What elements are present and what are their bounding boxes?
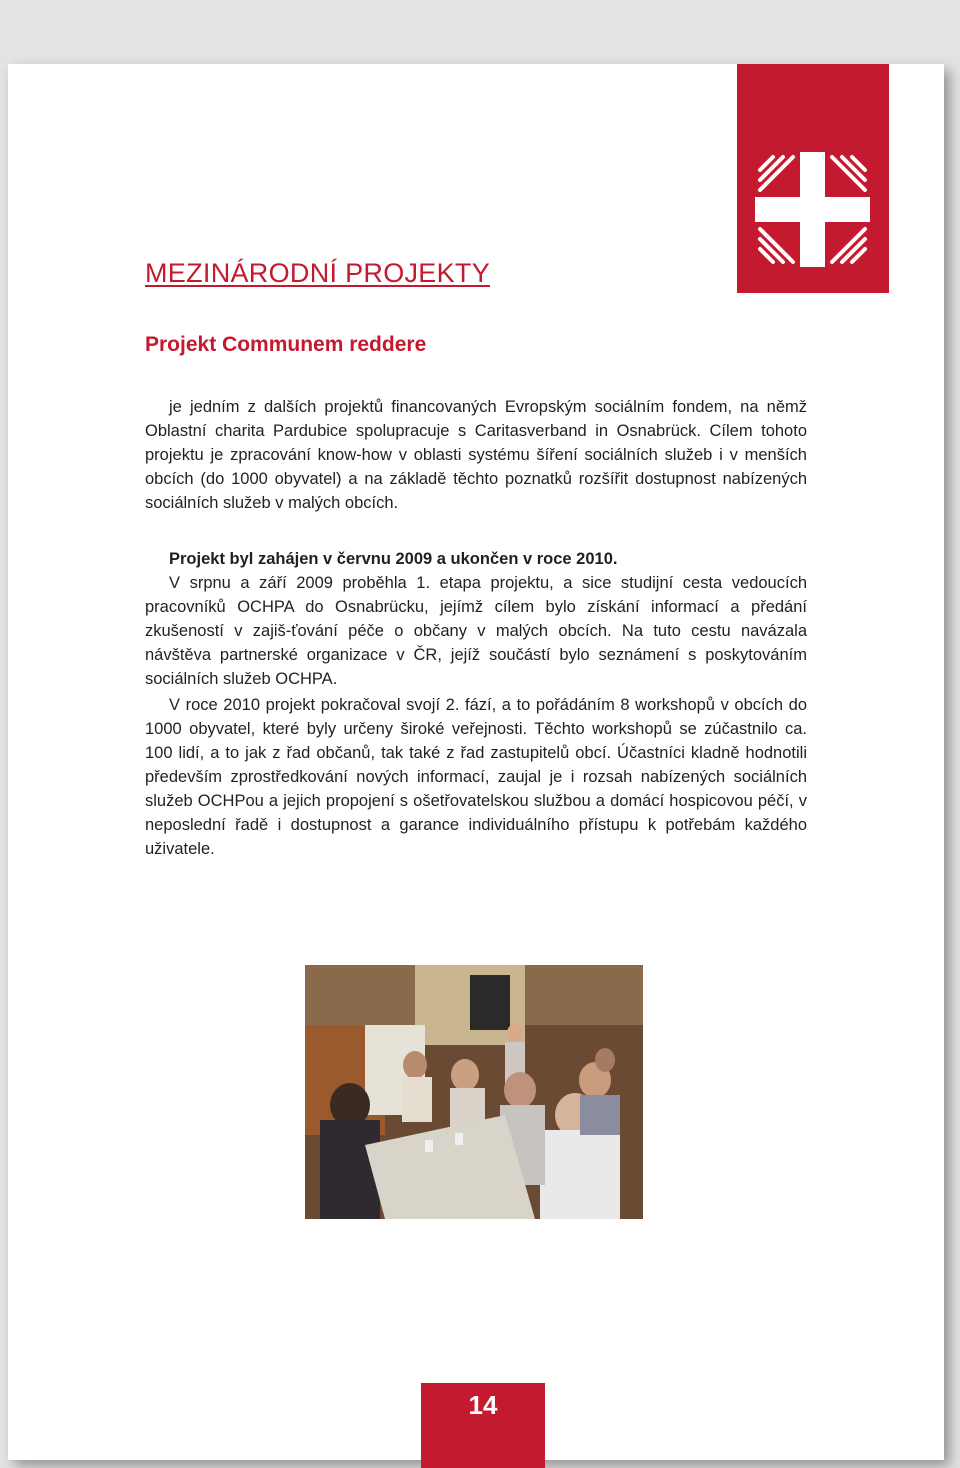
intro-paragraph: je jedním z dalších projektů financovaných Evropským sociálním fondem, na němž Oblastní charita Pardubice spolupracuje s Caritasverband in Osnabrück. Cílem tohoto projektu je zpracování know-how v oblasti systému šíření sociálních služeb i v menších obcích (do 1000 obyvatel) a na základě těchto poznatků rozšířit dostupnost nabízených sociálních služeb v malých obcích. [145,398,807,512]
page-number: 14 [468,1390,498,1420]
caritas-logo-tab [737,64,889,293]
section-title: MEZINÁRODNÍ PROJEKTY [145,258,491,288]
stage2-paragraph: V roce 2010 projekt pokračoval svojí 2. fází, a to pořádáním 8 workshopů v obcích do 1000 obyvatel, které byly určeny široké veřejnosti. Těchto workshopů se zúčastnilo ca. 100 lidí, a to jak z řad občanů, tak také z řad zastupitelů obcí. Účastníci kladně hodnotili především zprostředkování nových informací, zaujal je i rozsah nabízených sociálních služeb OCHPou a jejich propojení s ošetřovatelskou službou a domácí hospicovou péčí, v neposlední řadě i dostupnost a garance individuálního přístupu k potřebám každého uživatele. [145,696,807,858]
intro-text-block [145,395,807,515]
project-details-block [145,547,807,861]
caritas-cross-icon [755,152,870,267]
workshop-photo [305,965,643,1219]
project-title: Projekt Communem reddere [145,333,427,356]
workshop-photo-illustration [305,965,643,1219]
stage1-paragraph: V srpnu a září 2009 proběhla 1. etapa projektu, a sice studijní cesta vedoucích pracovníků OCHPA do Osnabrücku, jejímž cílem bylo získání informací a předání zkušeností v zajiš-ťování péče o občany v malých obcích. Na tuto cestu navázala návštěva partnerské organizace v ČR, jejíž součástí bylo seznámení s poskytováním sociálních služeb OCHPA. [145,574,807,688]
lead-sentence: Projekt byl zahájen v červnu 2009 a ukončen v roce 2010. [169,550,618,568]
